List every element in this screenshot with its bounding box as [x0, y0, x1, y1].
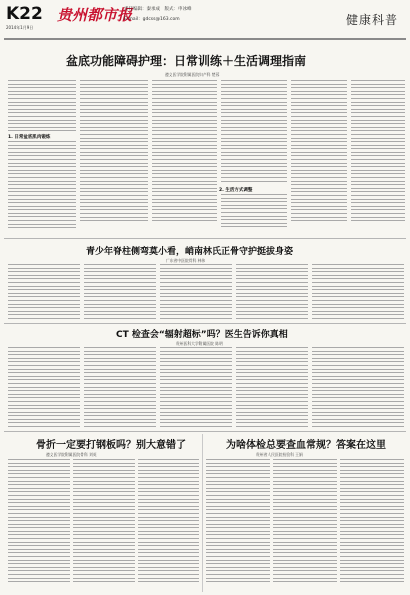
checkup-col-2: [273, 459, 337, 585]
scoliosis-col-3: [160, 264, 232, 322]
pelvic-col-2: [80, 80, 148, 224]
scoliosis-col-2: [84, 264, 156, 322]
editor-email: E-mail：gdcss@163.com: [124, 17, 180, 22]
pelvic-col-5: [291, 80, 347, 224]
pelvic-col-4b: [221, 194, 287, 230]
scoliosis-col-1: [8, 264, 80, 322]
pelvic-col-3: [152, 80, 217, 224]
section-divider-3: [4, 431, 406, 432]
scoliosis-col-4: [236, 264, 308, 322]
page-number: K22: [6, 4, 43, 24]
section-divider-1: [4, 238, 406, 239]
fracture-col-2: [73, 459, 135, 585]
pelvic-article-title: 盆底功能障碍护理：日常训练＋生活调理指南: [66, 54, 307, 68]
pelvic-col-6: [351, 80, 405, 224]
pelvic-col-4: [221, 80, 287, 184]
pelvic-col-1b: [8, 141, 76, 231]
section-title: 健康科普: [346, 13, 399, 27]
newspaper-logo: 贵州都市报: [57, 6, 133, 24]
ct-col-3: [160, 347, 232, 430]
pelvic-subhead-exercise: 1. 日常盆底肌肉锻炼: [8, 135, 51, 140]
ct-article-title: CT 检查会“辐射超标”吗？医生告诉你真相: [116, 330, 288, 340]
pelvic-subhead-lifestyle: 2. 生活方式调整: [219, 188, 253, 193]
issue-date: 2014年1月9日: [6, 25, 34, 30]
fracture-col-3: [138, 459, 199, 585]
editor-credit: 责任编辑：秦承成 版式：申冰峰: [124, 7, 192, 12]
pelvic-col-1: [8, 80, 76, 134]
checkup-col-3: [340, 459, 404, 585]
ct-col-1: [8, 347, 80, 430]
pelvic-article-byline: 遵义医学院附属医院妇产科 楚蓉: [165, 72, 220, 77]
checkup-article-title: 为啥体检总要查血常规？答案在这里: [226, 440, 386, 451]
column-divider-bottom: [202, 434, 203, 592]
scoliosis-article-title: 青少年脊柱侧弯莫小看，峭南林氏正骨守护挺拔身姿: [86, 247, 294, 257]
scoliosis-article-byline: 广东省中医院骨科 林伟: [166, 258, 206, 263]
checkup-col-1: [206, 459, 270, 585]
fracture-article-title: 骨折一定要打钢板吗？别大意错了: [36, 440, 186, 451]
fracture-article-byline: 遵义医学院附属医院骨科 刘英: [46, 452, 97, 457]
section-divider-2: [4, 323, 406, 324]
ct-article-byline: 贵州医科大学附属医院 陈明: [176, 341, 223, 346]
ct-col-2: [84, 347, 156, 430]
ct-col-5: [312, 347, 404, 430]
masthead-rule: [4, 38, 406, 40]
ct-col-4: [236, 347, 308, 430]
scoliosis-col-5: [312, 264, 404, 322]
fracture-col-1: [8, 459, 70, 585]
checkup-article-byline: 贵州省人民医院检验科 王娟: [256, 452, 303, 457]
